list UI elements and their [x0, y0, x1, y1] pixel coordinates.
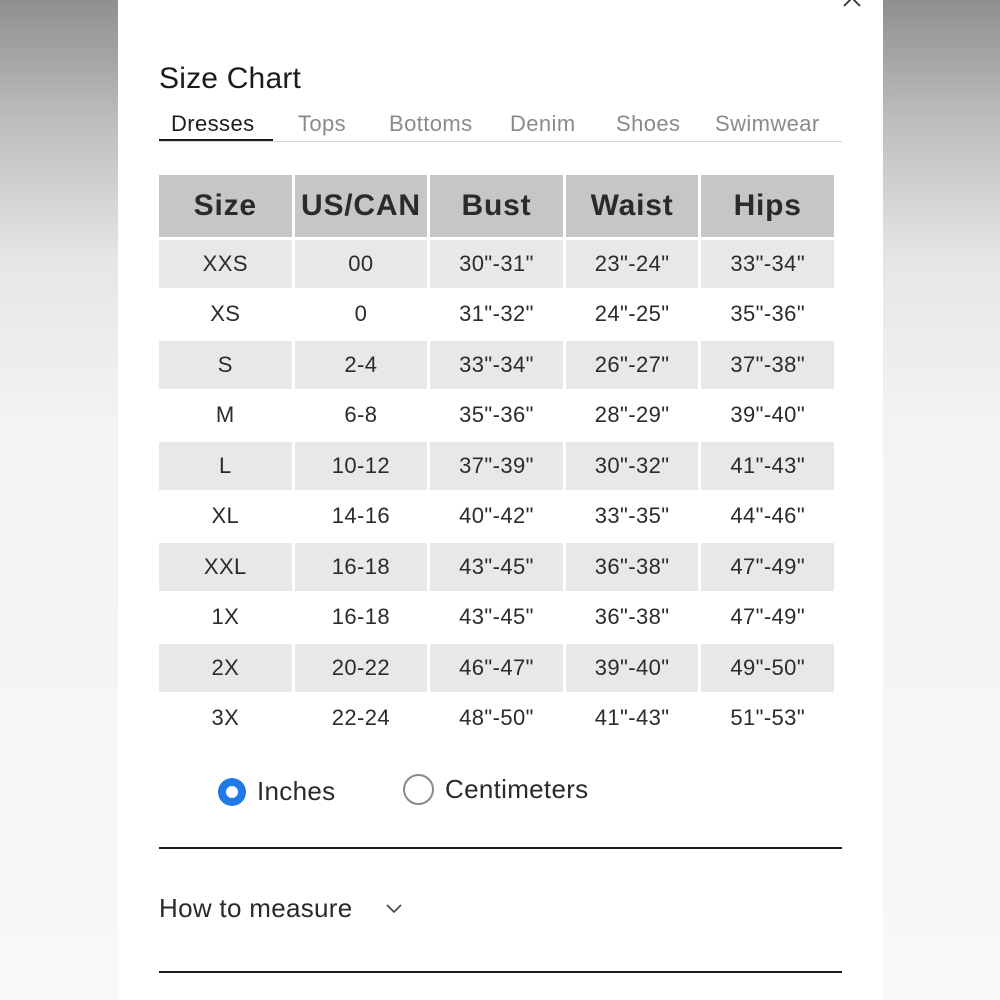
table-cell: 40"-42" — [459, 503, 534, 529]
table-cell: 48"-50" — [459, 705, 534, 731]
table-row — [159, 392, 834, 440]
inches-label: Inches — [257, 776, 336, 806]
how-to-measure-toggle[interactable] — [159, 893, 403, 924]
table-row — [159, 695, 834, 743]
table-cell: 10-12 — [295, 442, 428, 490]
table-cell: 16-18 — [331, 604, 391, 630]
table-cell: 41"-43" — [701, 442, 834, 490]
table-cell: 35"-36" — [459, 402, 534, 428]
tab-swimwear[interactable]: Swimwear — [715, 111, 820, 136]
table-header-row — [159, 175, 834, 237]
radio-unchecked-icon[interactable] — [403, 774, 434, 805]
table-row — [159, 442, 834, 490]
table-cell: 41"-43" — [594, 705, 670, 731]
column-header: Waist — [566, 175, 699, 237]
background-right — [883, 0, 1000, 1000]
table-cell: 37"-38" — [701, 341, 834, 389]
page-title: Size Chart — [159, 62, 302, 95]
tab-shoes[interactable]: Shoes — [616, 111, 681, 136]
table-cell: 36"-38" — [566, 543, 699, 591]
table-row — [159, 543, 834, 591]
table-cell: 24"-25" — [594, 301, 670, 327]
table-cell: 47"-49" — [701, 543, 834, 591]
table-cell: 3X — [211, 705, 240, 731]
unit-selector — [218, 776, 718, 812]
centimeters-label: Centimeters — [445, 774, 589, 804]
table-cell: 36"-38" — [594, 604, 670, 630]
table-cell: 35"-36" — [730, 301, 806, 327]
table-cell: 22-24 — [331, 705, 391, 731]
column-header: Bust — [430, 175, 563, 237]
divider — [159, 971, 842, 973]
table-row — [159, 493, 834, 541]
table-cell: M — [215, 402, 235, 428]
table-cell: S — [159, 341, 292, 389]
table-cell: 30"-31" — [430, 240, 563, 288]
tab-bottoms[interactable]: Bottoms — [389, 111, 473, 136]
table-row — [159, 341, 834, 389]
table-cell: 49"-50" — [701, 644, 834, 692]
tab-denim[interactable]: Denim — [510, 111, 576, 136]
table-cell: 43"-45" — [430, 543, 563, 591]
size-table — [156, 172, 837, 745]
table-cell: 16-18 — [295, 543, 428, 591]
table-cell: 26"-27" — [566, 341, 699, 389]
table-cell: 31"-32" — [459, 301, 534, 327]
inches-radio[interactable] — [218, 776, 335, 807]
column-header: Hips — [701, 175, 834, 237]
column-header: US/CAN — [295, 175, 428, 237]
table-cell: 51"-53" — [730, 705, 806, 731]
table-cell: 43"-45" — [459, 604, 534, 630]
table-cell: XXS — [159, 240, 292, 288]
table-cell: 00 — [295, 240, 428, 288]
table-cell: 30"-32" — [566, 442, 699, 490]
table-cell: 20-22 — [295, 644, 428, 692]
table-cell: 37"-39" — [430, 442, 563, 490]
table-cell: XL — [211, 503, 240, 529]
size-chart-panel — [118, 0, 883, 1000]
table-cell: 28"-29" — [594, 402, 670, 428]
table-cell: 39"-40" — [730, 402, 806, 428]
table-cell: 0 — [354, 301, 368, 327]
table-row — [159, 644, 834, 692]
divider — [159, 847, 842, 849]
table-cell: 33"-34" — [430, 341, 563, 389]
table-row — [159, 291, 834, 339]
table-cell: 23"-24" — [566, 240, 699, 288]
centimeters-radio[interactable] — [403, 774, 588, 805]
table-cell: 39"-40" — [566, 644, 699, 692]
tab-tops[interactable]: Tops — [298, 111, 347, 136]
table-cell: 2X — [159, 644, 292, 692]
column-header: Size — [159, 175, 292, 237]
table-cell: 6-8 — [344, 402, 378, 428]
table-cell: 14-16 — [331, 503, 391, 529]
table-row — [159, 594, 834, 642]
table-cell: 2-4 — [295, 341, 428, 389]
close-icon[interactable] — [840, 0, 864, 10]
how-to-measure-label: How to measure — [159, 893, 353, 923]
table-cell: XS — [210, 301, 241, 327]
active-tab-indicator — [159, 139, 273, 141]
table-cell: 1X — [211, 604, 240, 630]
table-cell: 33"-34" — [701, 240, 834, 288]
radio-checked-icon[interactable] — [218, 778, 246, 806]
table-cell: 44"-46" — [730, 503, 806, 529]
table-cell: L — [159, 442, 292, 490]
table-cell: 47"-49" — [730, 604, 806, 630]
table-cell: XXL — [159, 543, 292, 591]
table-row — [159, 240, 834, 288]
table-cell: 33"-35" — [594, 503, 670, 529]
tab-dresses[interactable]: Dresses — [171, 111, 255, 136]
chevron-down-icon[interactable] — [385, 903, 403, 915]
category-tabs — [159, 108, 842, 142]
background-left — [0, 0, 118, 1000]
table-cell: 46"-47" — [430, 644, 563, 692]
